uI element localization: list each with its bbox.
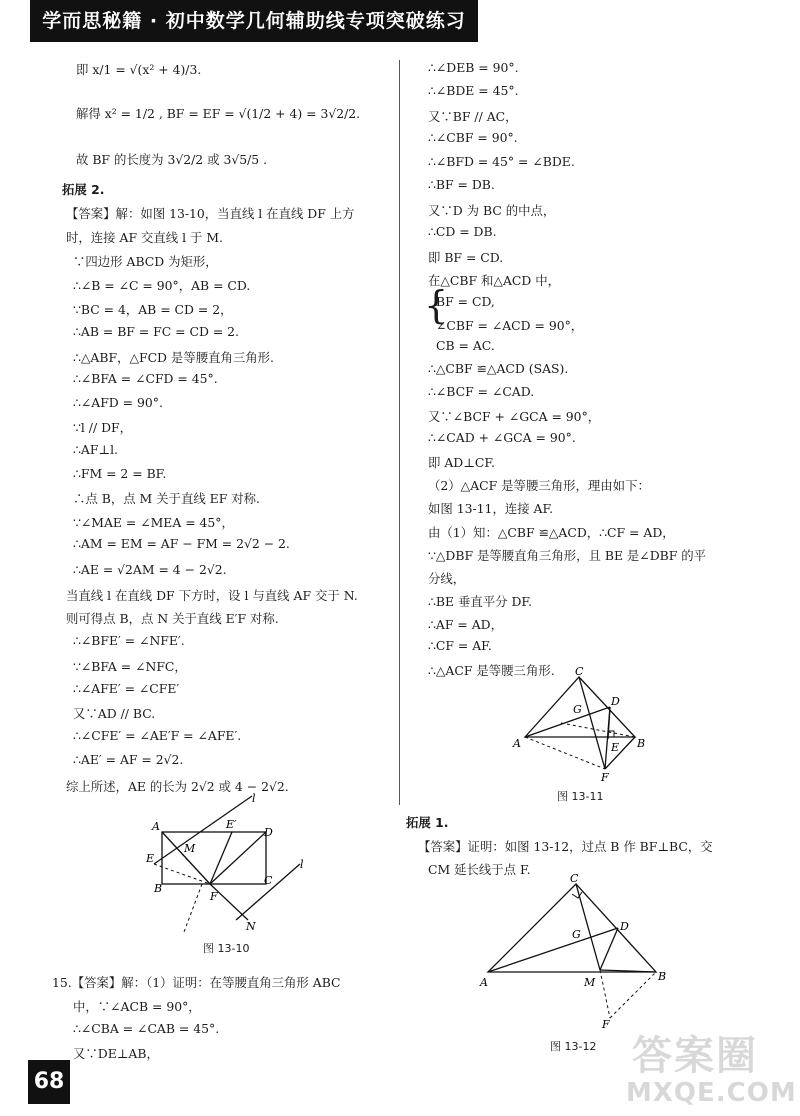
left-text-line: ∴AM = EM = AF − FM = 2√2 − 2. xyxy=(73,536,290,551)
figure-13-11 xyxy=(505,665,655,790)
left-text-line: 综上所述，AE 的长为 2√2 或 4 − 2√2. xyxy=(66,779,289,794)
fig1311-label-B: B xyxy=(637,737,646,750)
fig1312-label-G: G xyxy=(572,928,581,941)
fig1311-label-A: A xyxy=(513,737,521,750)
fig1310-label-A: A xyxy=(152,820,160,833)
right-text-line: ∴∠BFD = 45° = ∠BDE. xyxy=(428,154,575,169)
fig1311-label-F: F xyxy=(601,771,609,784)
right-text-line: 【答案】证明：如图 13-12，过点 B 作 BF⊥BC，交 xyxy=(418,839,713,854)
fig1311-label-D: D xyxy=(611,695,620,708)
left-text-line: ∴∠BFE′ = ∠NFE′. xyxy=(73,633,185,648)
right-text-line: 又∵BF // AC， xyxy=(428,109,518,124)
system-brace: { xyxy=(424,283,449,327)
right-text-line: ∴CF = AF. xyxy=(428,638,492,653)
page-header: 学而思秘籍 · 初中数学几何辅助线专项突破练习 xyxy=(30,0,478,42)
fig1310-label-M: M xyxy=(184,842,196,855)
left-text-line: 中，∵∠ACB = 90°， xyxy=(73,999,201,1014)
fig1310-label-l2: l xyxy=(300,858,304,871)
right-text-line: ∴△ACF 是等腰三角形. xyxy=(428,663,555,678)
right-text-line: ∴∠BDE = 45°. xyxy=(428,83,519,98)
right-text-line: BF = CD, xyxy=(436,294,495,309)
figure-13-10 xyxy=(140,792,320,942)
left-text-line: ∴∠BFA = ∠CFD = 45°. xyxy=(73,371,218,386)
left-text-line: 解得 x² = 1/2 , BF = EF = √(1/2 + 4) = 3√2/2. xyxy=(76,106,361,121)
left-text-line: ∴∠CFE′ = ∠AE′F = ∠AFE′. xyxy=(73,728,242,743)
left-text-line: ∵∠MAE = ∠MEA = 45°， xyxy=(73,515,234,530)
fig1312-label-F: F xyxy=(602,1018,610,1031)
fig1310-label-C: C xyxy=(264,874,273,887)
left-text-line: ∴AE′ = AF = 2√2. xyxy=(73,752,184,767)
left-text-line: 时，连接 AF 交直线 l 于 M. xyxy=(66,230,223,245)
right-text-line: ∠CBF = ∠ACD = 90°， xyxy=(436,318,584,333)
right-text-line: ∴AF = AD， xyxy=(428,617,503,632)
right-text-line: ∴∠CBF = 90°. xyxy=(428,130,518,145)
left-text-line: 15.【答案】解：（1）证明：在等腰直角三角形 ABC xyxy=(52,975,341,990)
right-text-line: 又∵∠BCF + ∠GCA = 90°， xyxy=(428,409,601,424)
right-text-line: ∴CD = DB. xyxy=(428,224,497,239)
right-text-line: ∴∠BCF = ∠CAD. xyxy=(428,384,535,399)
right-text-line: ∴BF = DB. xyxy=(428,177,495,192)
left-text-line: ∴∠AFE′ = ∠CFE′ xyxy=(73,681,180,696)
fig1311-label-G: G xyxy=(573,703,582,716)
fig1310-label-Ep: E′ xyxy=(226,818,237,831)
fig1311-label-C: C xyxy=(575,665,584,678)
fig1310-label-l1: l xyxy=(252,792,256,805)
right-text-line: ∴∠DEB = 90°. xyxy=(428,60,519,75)
left-text-line: ∵四边形 ABCD 为矩形， xyxy=(73,254,218,269)
right-text-line: ∴∠CAD + ∠GCA = 90°. xyxy=(428,430,576,445)
figure-13-12 xyxy=(478,872,678,1032)
left-text-line: ∴点 B，点 M 关于直线 EF 对称. xyxy=(73,491,260,506)
left-text-line: ∴AE = √2AM = 4 − 2√2. xyxy=(73,562,227,577)
left-text-line: ∵BC = 4，AB = CD = 2， xyxy=(73,302,233,317)
watermark-url: MXQE.COM xyxy=(626,1078,797,1108)
left-text-line: 则可得点 B，点 N 关于直线 E′F 对称. xyxy=(66,611,279,626)
fig1312-label-A: A xyxy=(480,976,488,989)
left-text-line: ∵l // DF， xyxy=(73,420,132,435)
right-text-line: 又∵D 为 BC 的中点， xyxy=(428,203,556,218)
left-text-line: 故 BF 的长度为 3√2/2 或 3√5/5 . xyxy=(76,152,268,167)
fig1312-label-C: C xyxy=(570,872,579,885)
right-text-line: ∴△CBF ≌△ACD (SAS). xyxy=(428,361,569,376)
fig1312-caption: 图 13-12 xyxy=(550,1040,597,1053)
right-text-line: CM 延长线于点 F. xyxy=(428,862,531,877)
right-text-line: （2）△ACF 是等腰三角形，理由如下： xyxy=(428,478,650,493)
right-text-line: 拓展 1. xyxy=(406,815,449,830)
fig1312-label-M: M xyxy=(584,976,596,989)
left-text-line: ∴FM = 2 = BF. xyxy=(73,466,167,481)
watermark-logo: 答案圈 xyxy=(632,1033,758,1079)
left-text-line: ∴∠AFD = 90°. xyxy=(73,395,163,410)
right-text-line: 在△CBF 和△ACD 中， xyxy=(428,273,561,288)
right-text-line: 分线， xyxy=(428,571,466,586)
fig1310-caption: 图 13-10 xyxy=(203,942,250,955)
right-text-line: CB = AC. xyxy=(436,338,495,353)
right-text-line: 如图 13-11，连接 AF. xyxy=(428,501,554,516)
left-text-line: ∴AF⊥l. xyxy=(73,442,118,457)
page-number: 68 xyxy=(28,1060,70,1104)
left-text-line: 又∵AD // BC. xyxy=(73,706,156,721)
fig1312-label-B: B xyxy=(658,970,667,983)
left-text-line: ∵∠BFA = ∠NFC， xyxy=(73,659,187,674)
fig1311-caption: 图 13-11 xyxy=(557,790,604,803)
left-text-line: 【答案】解：如图 13-10，当直线 l 在直线 DF 上方 xyxy=(66,206,355,221)
right-text-line: 即 AD⊥CF. xyxy=(428,455,495,470)
left-text-line: 拓展 2. xyxy=(62,182,105,197)
fig1310-label-D: D xyxy=(264,826,273,839)
fig1312-label-D: D xyxy=(620,920,629,933)
fig1310-label-B: B xyxy=(154,882,163,895)
right-text-line: 由（1）知：△CBF ≌△ACD，∴CF = AD， xyxy=(428,525,675,540)
left-text-line: ∴AB = BF = FC = CD = 2. xyxy=(73,324,239,339)
left-text-line: 即 x/1 = √(x² + 4)/3. xyxy=(76,62,202,77)
left-text-line: ∴∠B = ∠C = 90°，AB = CD. xyxy=(73,278,251,293)
fig1311-label-E: E xyxy=(611,741,620,754)
right-text-line: ∴BE 垂直平分 DF. xyxy=(428,594,533,609)
left-text-line: ∴∠CBA = ∠CAB = 45°. xyxy=(73,1021,220,1036)
left-text-line: 又∵DE⊥AB， xyxy=(73,1046,159,1061)
fig1310-label-E: E xyxy=(146,852,155,865)
right-text-line: 即 BF = CD. xyxy=(428,250,504,265)
right-text-line: ∵△DBF 是等腰直角三角形，且 BE 是∠DBF 的平 xyxy=(428,548,707,563)
fig1310-label-F: F xyxy=(210,890,218,903)
fig1310-label-N: N xyxy=(246,920,256,933)
left-text-line: ∴△ABF，△FCD 是等腰直角三角形. xyxy=(73,350,274,365)
column-divider xyxy=(399,60,400,805)
left-text-line: 当直线 l 在直线 DF 下方时，设 l 与直线 AF 交于 N. xyxy=(66,588,358,603)
